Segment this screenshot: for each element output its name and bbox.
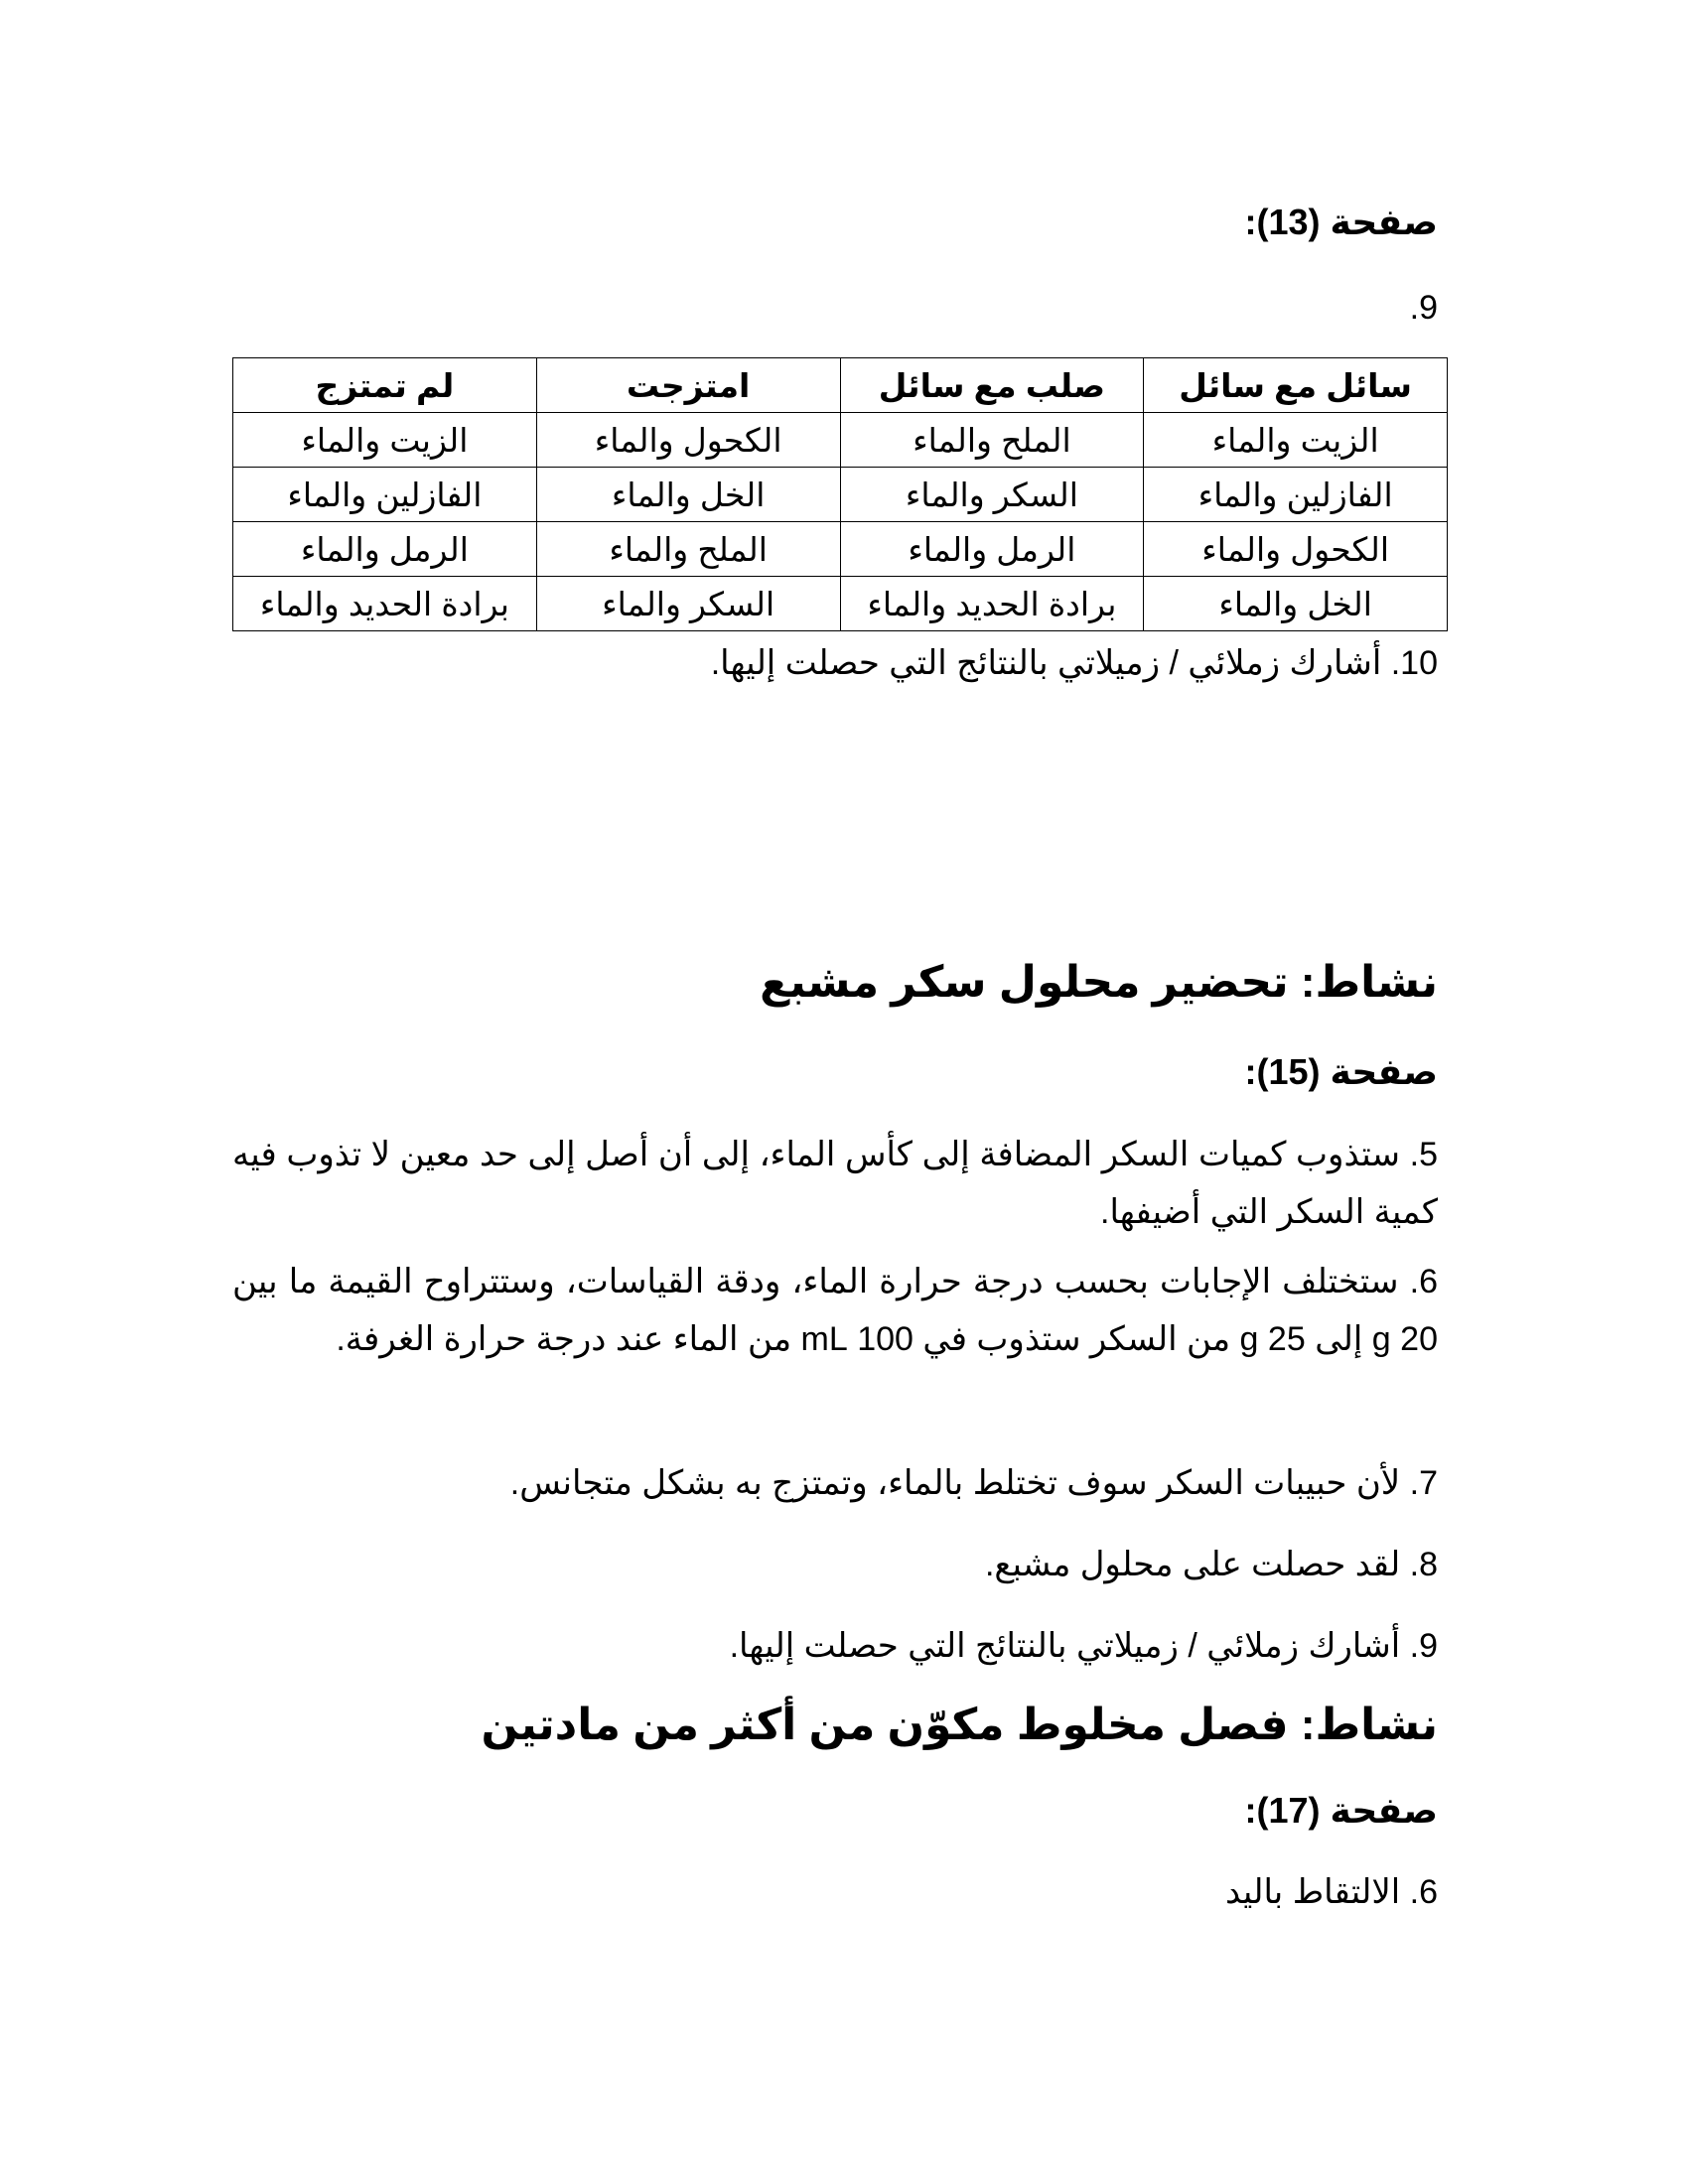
table-cell: السكر والماء — [536, 577, 840, 631]
table-cell: الكحول والماء — [536, 413, 840, 468]
activity2-page-title: صفحة (17): — [1244, 1790, 1438, 1831]
table-cell: السكر والماء — [840, 468, 1144, 522]
activity1-item-8: 8. لقد حصلت على محلول مشبع. — [984, 1546, 1438, 1583]
mixtures-table — [232, 357, 1448, 631]
activity2-item-6: 6. الالتقاط باليد — [1224, 1873, 1438, 1911]
table-cell: برادة الحديد والماء — [233, 577, 537, 631]
header-solid-liquid: صلب مع سائل — [840, 358, 1144, 413]
header-liquid-liquid: سائل مع سائل — [1144, 358, 1448, 413]
table-row — [233, 522, 1448, 577]
header-mixed: امتزجت — [536, 358, 840, 413]
activity1-item-6: 6. ستختلف الإجابات بحسب درجة حرارة الماء، ودقة القياسات، وستتراوح القيمة ما بين 20 g إلى 25 g من السكر ستذوب في 100 mL من الماء عند درجة حرارة الغرفة. — [232, 1263, 1438, 1358]
table-cell: الفازلين والماء — [1144, 468, 1448, 522]
table-cell: الخل والماء — [1144, 577, 1448, 631]
activity1-item-7: 7. لأن حبيبات السكر سوف تختلط بالماء، وتمتزج به بشكل متجانس. — [509, 1464, 1438, 1502]
table-row — [233, 577, 1448, 631]
item-9-number: 9. — [1409, 289, 1438, 327]
table-cell: الملح والماء — [840, 413, 1144, 468]
item-10-text: 10. أشارك زملائي / زميلاتي بالنتائج التي حصلت إليها. — [710, 644, 1438, 682]
page13-title: صفحة (13): — [1244, 202, 1438, 242]
table-cell: الزيت والماء — [233, 413, 537, 468]
activity1-title: نشاط: تحضير محلول سكر مشبع — [760, 958, 1438, 1007]
table-row — [233, 468, 1448, 522]
table-header-row — [233, 358, 1448, 413]
table-cell: برادة الحديد والماء — [840, 577, 1144, 631]
table-cell: الخل والماء — [536, 468, 840, 522]
table-row — [233, 413, 1448, 468]
table-cell: الرمل والماء — [840, 522, 1144, 577]
activity2-title: نشاط: فصل مخلوط مكوّن من أكثر من مادتين — [481, 1701, 1438, 1749]
table-cell: الملح والماء — [536, 522, 840, 577]
activity1-item-9: 9. أشارك زملائي / زميلاتي بالنتائج التي حصلت إليها. — [729, 1627, 1438, 1665]
activity1-page-title: صفحة (15): — [1244, 1051, 1438, 1092]
table-cell: الرمل والماء — [233, 522, 537, 577]
table-cell: الزيت والماء — [1144, 413, 1448, 468]
header-not-mixed: لم تمتزج — [233, 358, 537, 413]
table-cell: الفازلين والماء — [233, 468, 537, 522]
table-cell: الكحول والماء — [1144, 522, 1448, 577]
document-page — [232, 0, 1438, 2184]
activity1-item-5: 5. ستذوب كميات السكر المضافة إلى كأس الماء، إلى أن أصل إلى حد معين لا تذوب فيه كمية السكر التي أضيفها. — [232, 1136, 1438, 1231]
